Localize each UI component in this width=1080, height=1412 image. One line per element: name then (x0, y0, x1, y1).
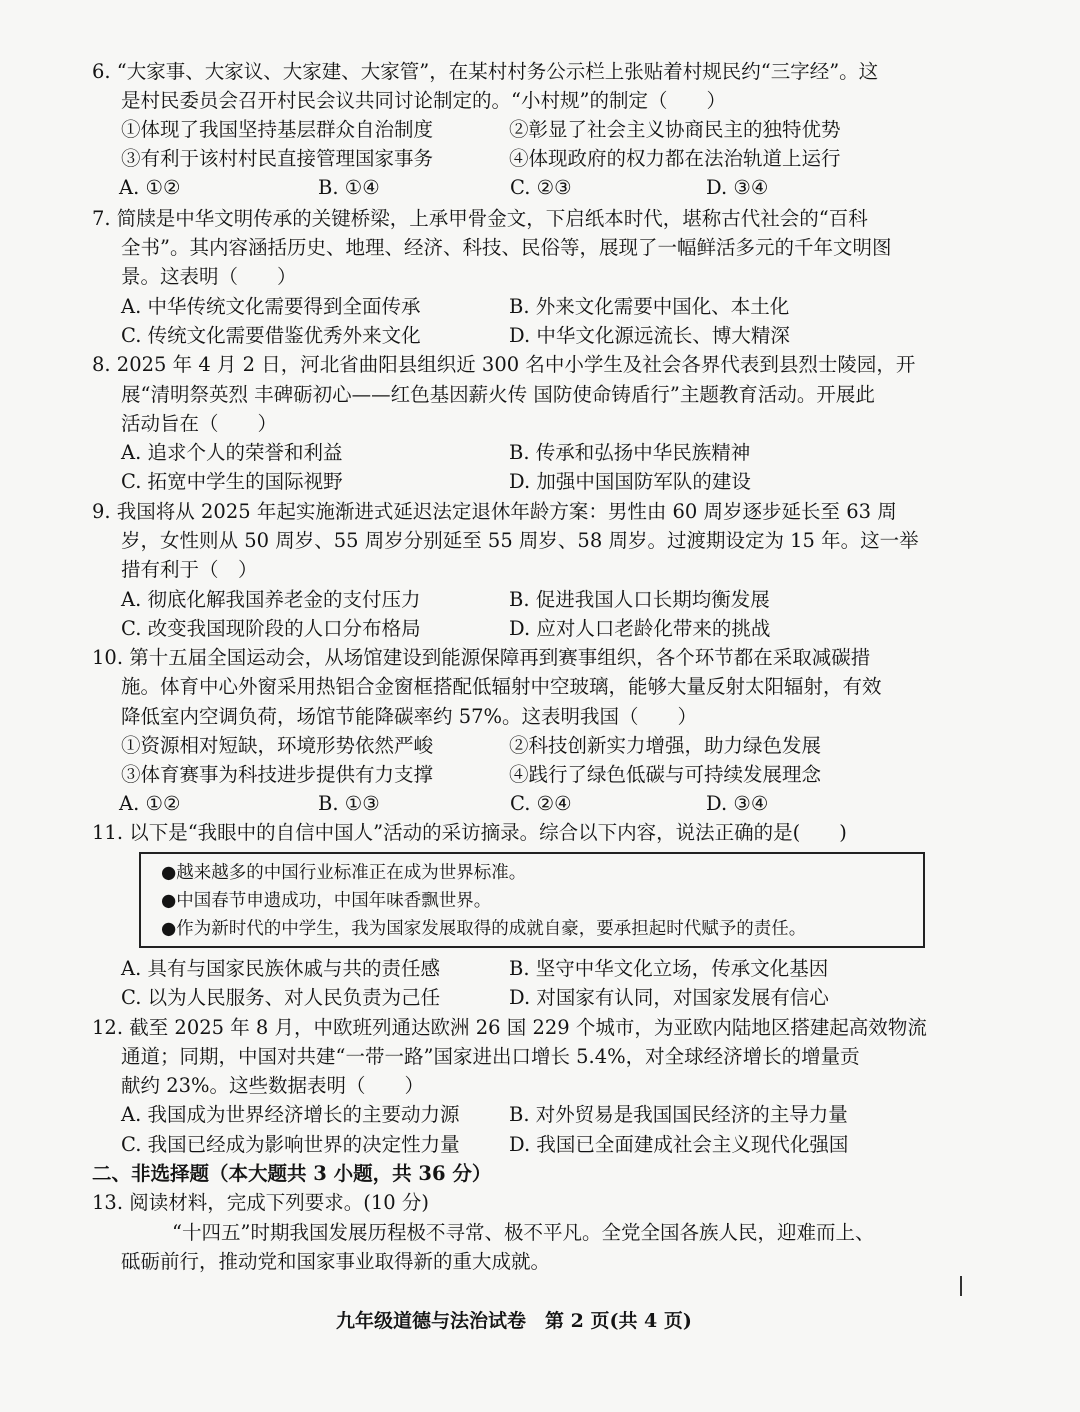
q6-option-d: D. ③④ (706, 176, 769, 199)
q8-option-b: B. 传承和弘扬中华民族精神 (509, 441, 751, 464)
q10-statement-2: ②科技创新实力增强，助力绿色发展 (509, 734, 822, 757)
q6-option-c: C. ②③ (510, 176, 572, 199)
margin-mark (960, 1276, 962, 1296)
q12-stem-line3: 献约 23%。这些数据表明（ ） (121, 1074, 425, 1097)
q10-statement-1: ①资源相对短缺，环境形势依然严峻 (121, 734, 434, 757)
q6-stem-line2: 是村民委员会召开村民会议共同讨论制定的。“小村规”的制定（ ） (121, 89, 726, 112)
q12-option-a: A. 我国成为世界经济增长的主要动力源 (121, 1103, 460, 1126)
q11-quote-1: ●越来越多的中国行业标准正在成为世界标准。 (161, 863, 527, 883)
q9-option-c: C. 改变我国现阶段的人口分布格局 (121, 617, 421, 640)
q12-option-d: D. 我国已全面建成社会主义现代化强国 (509, 1133, 849, 1156)
q13-material-line2: 砥砺前行，推动党和国家事业取得新的重大成就。 (121, 1250, 551, 1273)
q6-statement-3: ③有利于该村村民直接管理国家事务 (121, 147, 434, 170)
q10-option-c: C. ②④ (510, 792, 572, 815)
q9-stem-line2: 岁，女性则从 50 周岁、55 周岁分别延至 55 周岁、58 周岁。过渡期设定为 15 年。这一举 (121, 529, 919, 552)
q9-option-b: B. 促进我国人口长期均衡发展 (509, 588, 770, 611)
q11-option-d: D. 对国家有认同，对国家发展有信心 (509, 986, 829, 1009)
section-heading-non-choice: 二、非选择题（本大题共 3 小题，共 36 分） (92, 1162, 492, 1185)
q7-stem-line2: 全书”。其内容涵括历史、地理、经济、科技、民俗等，展现了一幅鲜活多元的千年文明图 (121, 236, 892, 259)
q9-stem-line1: 9. 我国将从 2025 年起实施渐进式延迟法定退休年龄方案：男性由 60 周岁逐步延长至 63 周 (92, 500, 897, 523)
q9-option-a: A. 彻底化解我国养老金的支付压力 (121, 588, 421, 611)
q10-option-d: D. ③④ (706, 792, 769, 815)
q6-stem-line1: 6. “大家事、大家议、大家建、大家管”，在某村村务公示栏上张贴着村规民约“三字经”。这 (92, 60, 879, 83)
q7-stem-line1: 7. 简牍是中华文明传承的关键桥梁，上承甲骨金文，下启纸本时代，堪称古代社会的“百科 (92, 207, 868, 230)
q10-stem-line1: 10. 第十五届全国运动会，从场馆建设到能源保障再到赛事组织，各个环节都在采取减碳措 (92, 646, 871, 669)
q10-statement-3: ③体育赛事为科技进步提供有力支撑 (121, 763, 434, 786)
q8-option-c: C. 拓宽中学生的国际视野 (121, 470, 343, 493)
q10-option-a: A. ①② (119, 792, 181, 815)
q12-option-b: B. 对外贸易是我国国民经济的主导力量 (509, 1103, 848, 1126)
q13-stem-line1: 13. 阅读材料，完成下列要求。(10 分) (92, 1191, 429, 1214)
q7-option-a: A. 中华传统文化需要得到全面传承 (121, 295, 421, 318)
q9-option-d: D. 应对人口老龄化带来的挑战 (509, 617, 771, 640)
q7-option-d: D. 中华文化源远流长、博大精深 (509, 324, 790, 347)
q9-stem-line3: 措有利于（ ） (121, 558, 258, 581)
q12-option-c: C. 我国已经成为影响世界的决定性力量 (121, 1133, 460, 1156)
q11-quote-2: ●中国春节申遗成功，中国年味香飘世界。 (161, 891, 492, 911)
q12-stem-line2: 通道；同期，中国对共建“一带一路”国家进出口增长 5.4%，对全球经济增长的增量贡 (121, 1045, 860, 1068)
q11-quote-box (139, 852, 925, 948)
q10-option-b: B. ①③ (318, 792, 380, 815)
q7-stem-line3: 景。这表明（ ） (121, 265, 297, 288)
q11-option-c: C. 以为人民服务、对人民负责为己任 (121, 986, 441, 1009)
q8-option-d: D. 加强中国国防军队的建设 (509, 470, 751, 493)
q6-option-a: A. ①② (119, 176, 181, 199)
q11-stem-line1: 11. 以下是“我眼中的自信中国人”活动的采访摘录。综合以下内容，说法正确的是( ) (92, 821, 847, 844)
q10-statement-4: ④践行了绿色低碳与可持续发展理念 (509, 763, 822, 786)
q6-statement-2: ②彰显了社会主义协商民主的独特优势 (509, 118, 841, 141)
q10-stem-line3: 降低室内空调负荷，场馆节能降碳率约 57%。这表明我国（ ） (121, 705, 698, 728)
q6-statement-4: ④体现政府的权力都在法治轨道上运行 (509, 147, 841, 170)
q8-stem-line2: 展“清明祭英烈 丰碑砺初心——红色基因薪火传 国防使命铸盾行”主题教育活动。开展此 (121, 383, 875, 406)
q8-stem-line1: 8. 2025 年 4 月 2 日，河北省曲阳县组织近 300 名中小学生及社会各界代表到县烈士陵园，开 (92, 353, 916, 376)
q10-stem-line2: 施。体育中心外窗采用热铝合金窗框搭配低辐射中空玻璃，能够大量反射太阳辐射，有效 (121, 675, 882, 698)
q6-option-b: B. ①④ (318, 176, 380, 199)
q7-option-c: C. 传统文化需要借鉴优秀外来文化 (121, 324, 421, 347)
q12-stem-line1: 12. 截至 2025 年 8 月，中欧班列通达欧洲 26 国 229 个城市，为亚欧内陆地区搭建起高效物流 (92, 1016, 927, 1039)
q13-material-line1: “十四五”时期我国发展历程极不寻常、极不平凡。全党全国各族人民，迎难而上、 (172, 1221, 875, 1244)
q8-option-a: A. 追求个人的荣誉和利益 (121, 441, 343, 464)
page-footer: 九年级道德与法治试卷 第 2 页(共 4 页) (336, 1310, 692, 1332)
q6-statement-1: ①体现了我国坚持基层群众自治制度 (121, 118, 434, 141)
q7-option-b: B. 外来文化需要中国化、本土化 (509, 295, 790, 318)
q11-quote-3: ●作为新时代的中学生，我为国家发展取得的成就自豪，要承担起时代赋予的责任。 (161, 919, 807, 939)
q11-option-a: A. 具有与国家民族休戚与共的责任感 (121, 957, 440, 980)
q11-option-b: B. 坚守中华文化立场，传承文化基因 (509, 957, 829, 980)
q8-stem-line3: 活动旨在（ ） (121, 412, 278, 435)
